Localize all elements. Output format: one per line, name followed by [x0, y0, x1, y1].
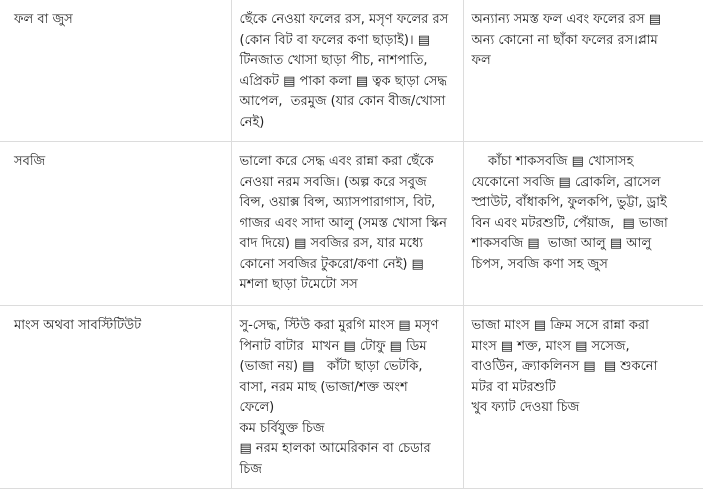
- category-label: মাংস অথবা সাবস্টিটিউট: [14, 318, 142, 333]
- allowed-line: মশলা ছাড়া টমেটো সস: [239, 277, 358, 292]
- allowed-line: আপেল, তরমুজ (যার কোন বীজ/খোসা: [239, 94, 446, 109]
- table-row: [0, 142, 703, 306]
- allowed-line: নেওয়া নরম সবজি। (অল্প করে সবুজ: [239, 174, 427, 190]
- category-cell: [0, 306, 231, 489]
- allowed-line: নেই): [239, 114, 265, 130]
- allowed-line: টিনজাত খোসা ছাড়া পীচ, নাশপাতি,: [239, 53, 428, 68]
- avoid-line: বিন এবং মটরশুটি, পেঁয়াজ, ▤ ভাজা: [471, 215, 668, 231]
- allowed-line: ▤ নরম হালকা আমেরিকান বা চেডার: [239, 441, 431, 456]
- allowed-line: এপ্রিকট ▤ পাকা কলা ▤ ত্বক ছাড়া সেদ্ধ: [239, 73, 447, 89]
- avoid-line: ভাজা মাংস ▤ ক্রিম সসে রান্না করা: [471, 318, 649, 333]
- avoid-line: স্প্রাউট, বাঁধাকপি, ফুলকপি, ভুট্টা, ড্রাই: [471, 195, 667, 210]
- allowed-line: কম চর্বিযুক্ত চিজ: [239, 420, 325, 436]
- category-label: সবজি: [14, 154, 46, 169]
- avoid-line: অন্যান্য সমস্ত ফল এবং ফলের রস ▤: [471, 12, 662, 27]
- avoid-line: মাংস ▤ শক্ত, মাংস ▤ সসেজ,: [471, 338, 630, 354]
- category-cell: [0, 0, 231, 142]
- avoid-foods-cell: [463, 306, 703, 489]
- allowed-foods-cell: [231, 0, 463, 142]
- category-cell: [0, 142, 231, 306]
- allowed-line: বিন্স, ওয়াক্স বিন্স, অ্যাসপারাগাস, বিট,: [239, 195, 436, 210]
- avoid-line: চিপস, সবজি কণা সহ জুস: [471, 256, 608, 272]
- allowed-line: (কোন বিট বা ফলের কণা ছাড়াই)। ▤: [239, 32, 431, 48]
- table-row: [0, 306, 703, 489]
- avoid-line: বাওউিন, ক্র্যাকলিনস ▤ ▤ শুকনো: [471, 359, 658, 374]
- allowed-line: বাদ দিয়ে) ▤ সবজির রস, যার মধ্যে: [239, 236, 424, 251]
- avoid-line: কাঁচা শাকসবজি ▤ খোসাসহ: [471, 154, 634, 169]
- avoid-line: শাকসবজি ▤ ভাজা আলু ▤ আলু: [471, 236, 652, 251]
- allowed-foods-cell: [231, 306, 463, 489]
- allowed-foods-cell: [231, 142, 463, 306]
- avoid-foods-cell: [463, 0, 703, 142]
- avoid-line: অন্য কোনো না ছাঁকা ফলের রস।প্লাম: [471, 32, 658, 48]
- allowed-line: ফেলে): [239, 400, 275, 415]
- avoid-line: যেকোনো সবজি ▤ ব্রোকলি, ব্রাসেল: [471, 174, 661, 190]
- avoid-line: ফল: [471, 53, 491, 68]
- allowed-line: ছেঁকে নেওয়া ফলের রস, মসৃণ ফলের রস: [239, 12, 449, 27]
- category-label: ফল বা জুস: [14, 12, 73, 27]
- avoid-line: মটর বা মটরশুটি: [471, 379, 556, 395]
- allowed-line: (ভাজা নয়) ▤ কাঁটা ছাড়া ভেটকি,: [239, 359, 423, 374]
- allowed-line: বাসা, নরম মাছ (ভাজা/শক্ত অংশ: [239, 379, 408, 395]
- allowed-line: ভালো করে সেদ্ধ এবং রান্না করা ছেঁকে: [239, 154, 434, 169]
- table-row: [0, 0, 703, 142]
- allowed-line: কোনো সবজির টুকরো/কণা নেই) ▤: [239, 256, 424, 272]
- avoid-line: খুব ফ্যাট দেওয়া চিজ: [471, 400, 580, 415]
- allowed-line: পিনাট বাটার মাখন ▤ টোফু ▤ ডিম: [239, 338, 427, 354]
- allowed-line: সু-সেদ্ধ, স্টিউ করা মুরগি মাংস ▤ মসৃণ: [239, 318, 439, 333]
- allowed-line: চিজ: [239, 461, 262, 477]
- allowed-line: গাজর এবং সাদা আলু (সমস্ত খোসা স্কিন: [239, 215, 447, 231]
- avoid-foods-cell: [463, 142, 703, 306]
